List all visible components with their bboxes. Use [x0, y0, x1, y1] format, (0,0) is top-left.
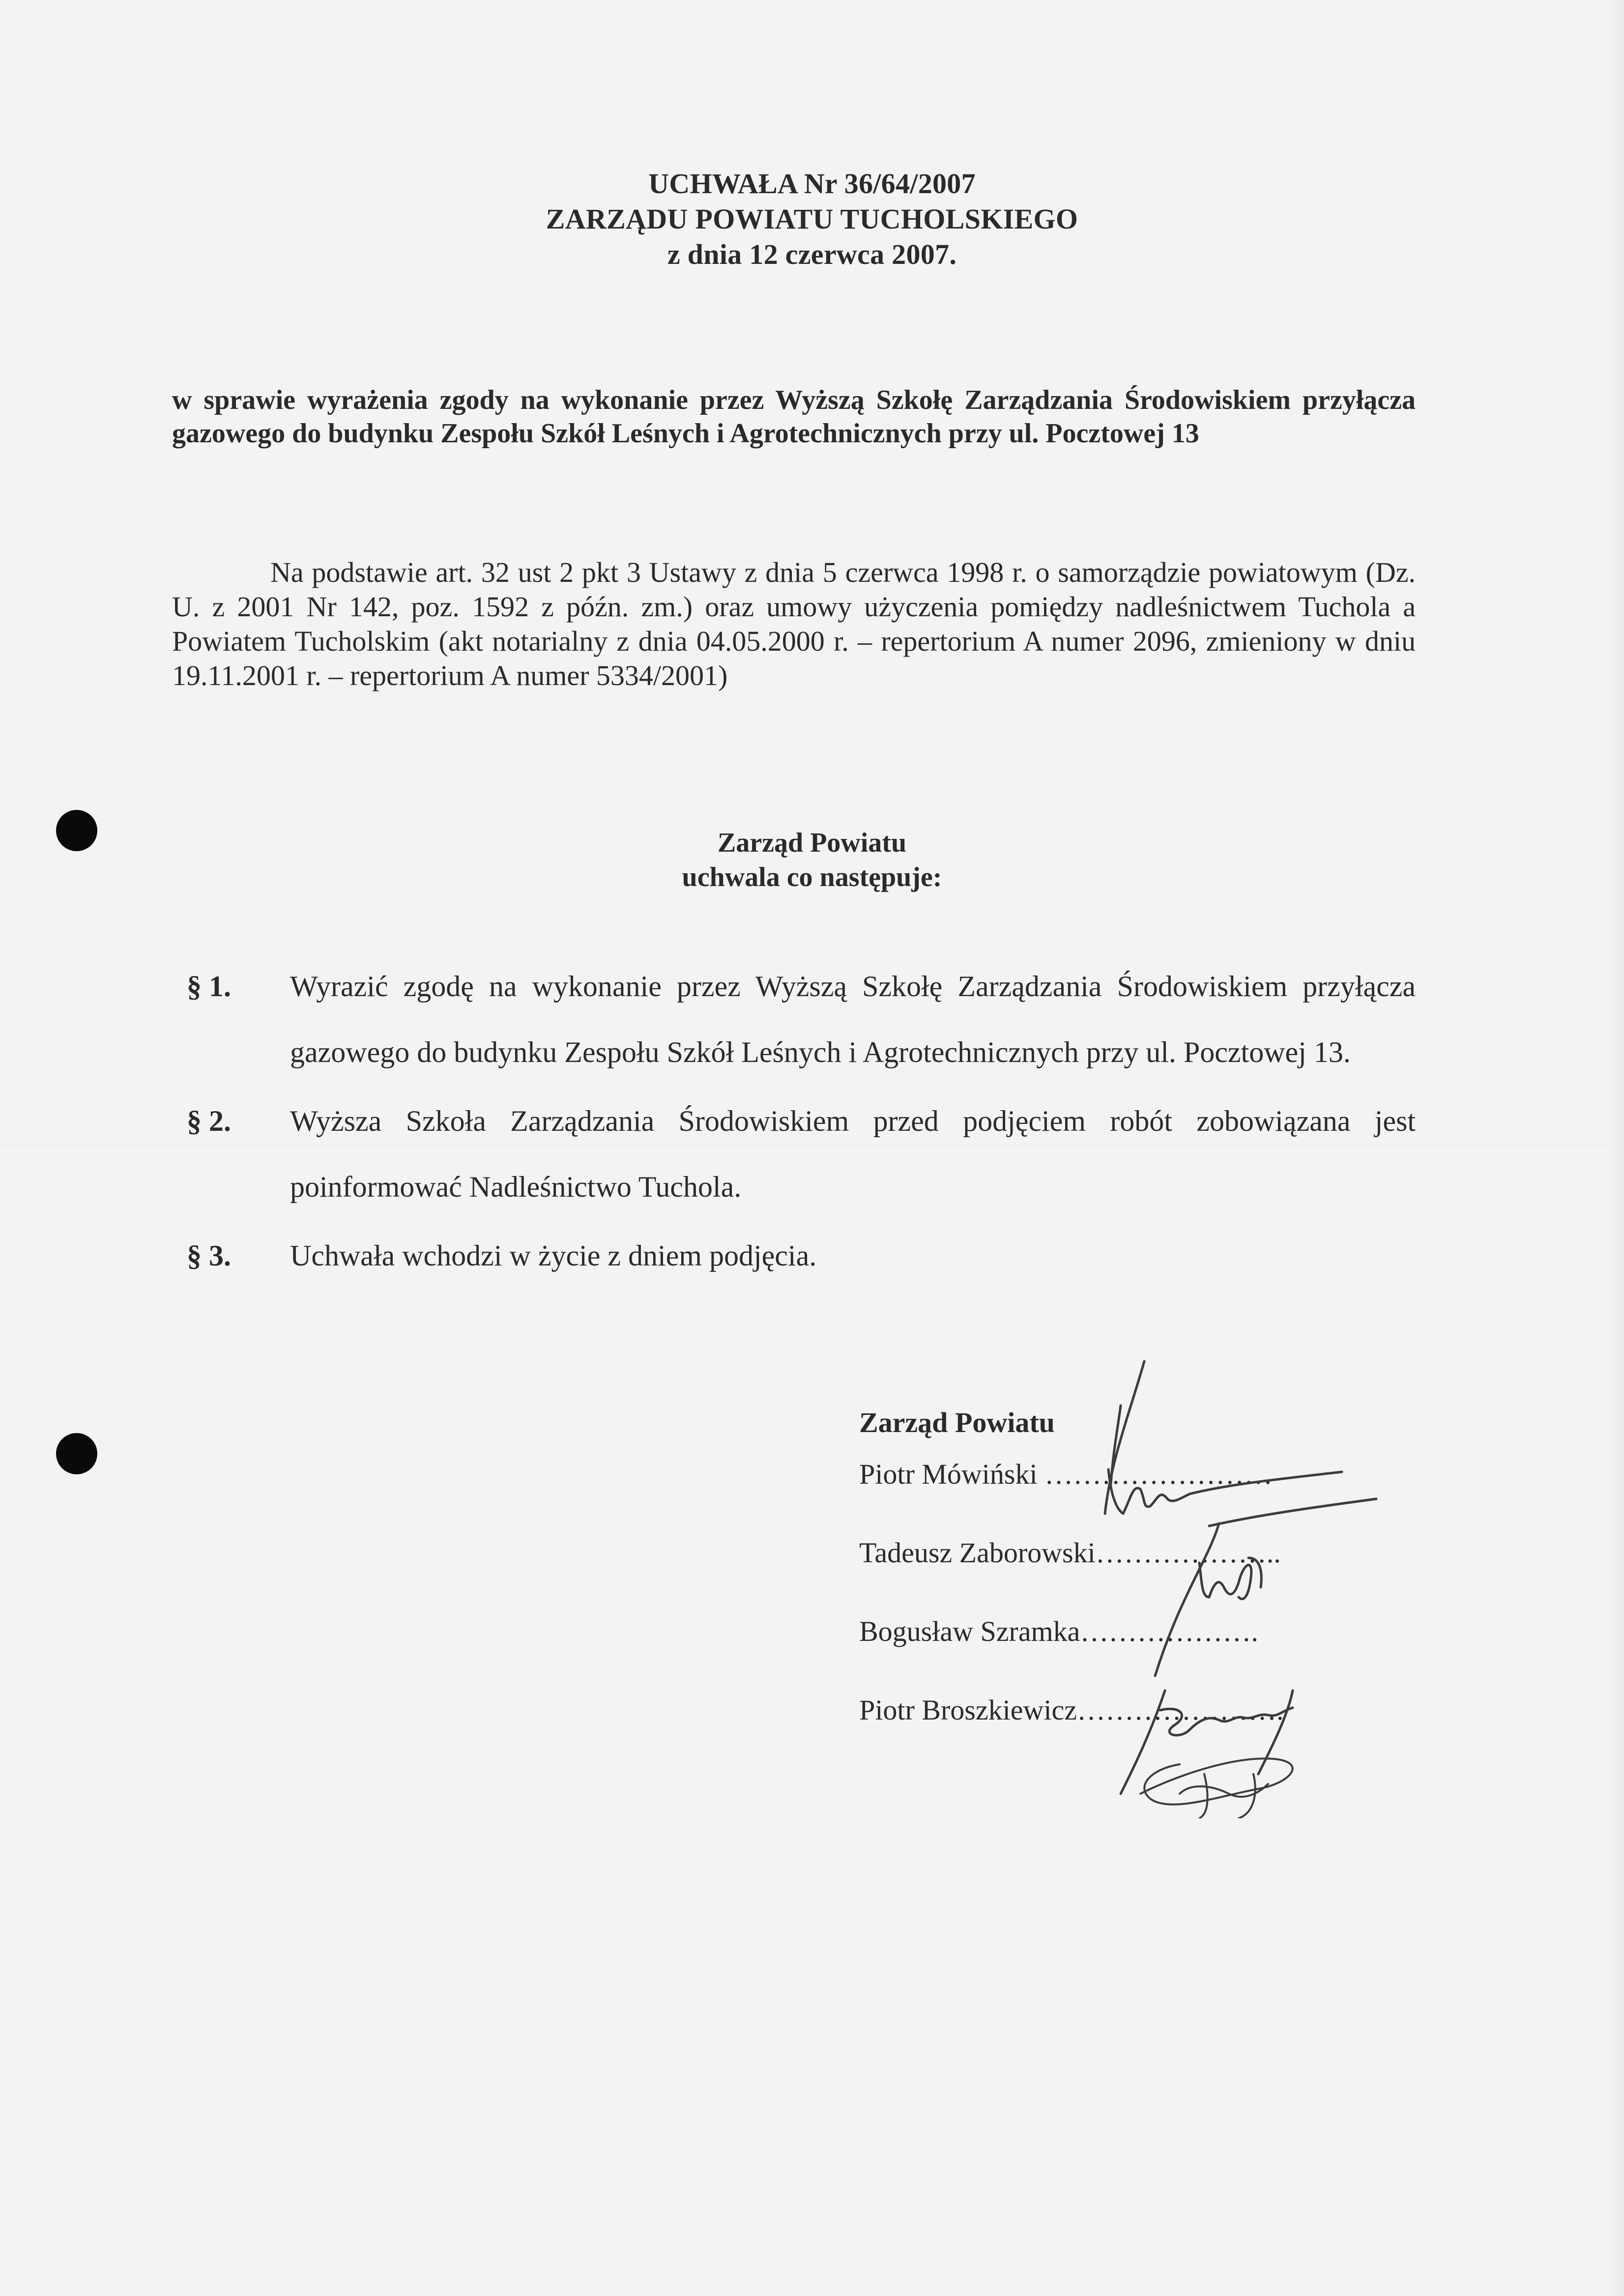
- signatory-row: [859, 1533, 1400, 1612]
- resolves-phrase: uchwala co następuje:: [682, 862, 942, 892]
- resolves-heading: [0, 826, 1624, 894]
- signatory-name: Bogusław Szramka: [859, 1615, 1080, 1647]
- issuing-body: ZARZĄDU POWIATU TUCHOLSKIEGO: [546, 203, 1078, 235]
- signature-line: ………………..: [1095, 1537, 1281, 1569]
- signature-line: ………………….: [1076, 1694, 1284, 1726]
- paragraph-number: § 1.: [187, 970, 231, 1003]
- resolution-header: [0, 166, 1624, 272]
- signatory-row: [859, 1455, 1400, 1533]
- signatory-row: [859, 1612, 1400, 1691]
- signature-block: [859, 1396, 1400, 1769]
- signatory-row: [859, 1691, 1400, 1769]
- paragraph-text: Wyrazić zgodę na wykonanie przez Wyższą Szkołę Zarządzania Środowiskiem przyłącza gazowego do budynku Zespołu Szkół Leśnych i Agrotechnicznych przy ul. Pocztowej 13.: [290, 970, 1416, 1068]
- signature-block-title: Zarząd Powiatu: [859, 1406, 1055, 1438]
- resolution-subject: w sprawie wyrażenia zgody na wykonanie przez Wyższą Szkołę Zarządzania Środowiskiem przyłącza gazowego do budynku Zespołu Szkół Leśnych i Agrotechnicznych przy ul. Pocztowej 13: [172, 385, 1416, 449]
- paper-edge-shadow: [1609, 0, 1624, 2296]
- signature-line: ……………….: [1080, 1615, 1258, 1647]
- resolution-date: z dnia 12 czerwca 2007.: [667, 238, 957, 270]
- paragraph-text: Wyższa Szkoła Zarządzania Środowiskiem przed podjęciem robót zobowiązana jest poinformować Nadleśnictwo Tuchola.: [290, 1105, 1416, 1203]
- signatory-name: Tadeusz Zaborowski: [859, 1537, 1096, 1569]
- resolution-number: UCHWAŁA Nr 36/64/2007: [648, 168, 976, 200]
- resolves-body: Zarząd Powiatu: [717, 828, 907, 858]
- signatory-name: Piotr Mówiński: [859, 1458, 1038, 1490]
- paragraph-number: § 3.: [187, 1239, 231, 1272]
- paragraph-item: [187, 1088, 1416, 1220]
- paragraph-item: [187, 1223, 1416, 1289]
- paragraph-text: Uchwała wchodzi w życie z dniem podjęcia.: [290, 1239, 817, 1272]
- paragraph-number: § 2.: [187, 1105, 231, 1137]
- paragraph-list: [187, 953, 1416, 1292]
- punch-hole-icon: [56, 1433, 97, 1474]
- signature-line: ……………………: [1037, 1458, 1273, 1490]
- signatory-name: Piotr Broszkiewicz: [859, 1694, 1077, 1726]
- paragraph-item: [187, 953, 1416, 1085]
- legal-basis: Na podstawie art. 32 ust 2 pkt 3 Ustawy z dnia 5 czerwca 1998 r. o samorządzie powiatowym (Dz. U. z 2001 Nr 142, poz. 1592 z późn. zm.) oraz umowy użyczenia pomiędzy nadleśnictwem Tuchola a Powiatem Tucholskim (akt notarialny z dnia 04.05.2000 r. – repertorium A numer 2096, zmieniony w dniu 19.11.2001 r. – repertorium A numer 5334/2001): [172, 556, 1416, 691]
